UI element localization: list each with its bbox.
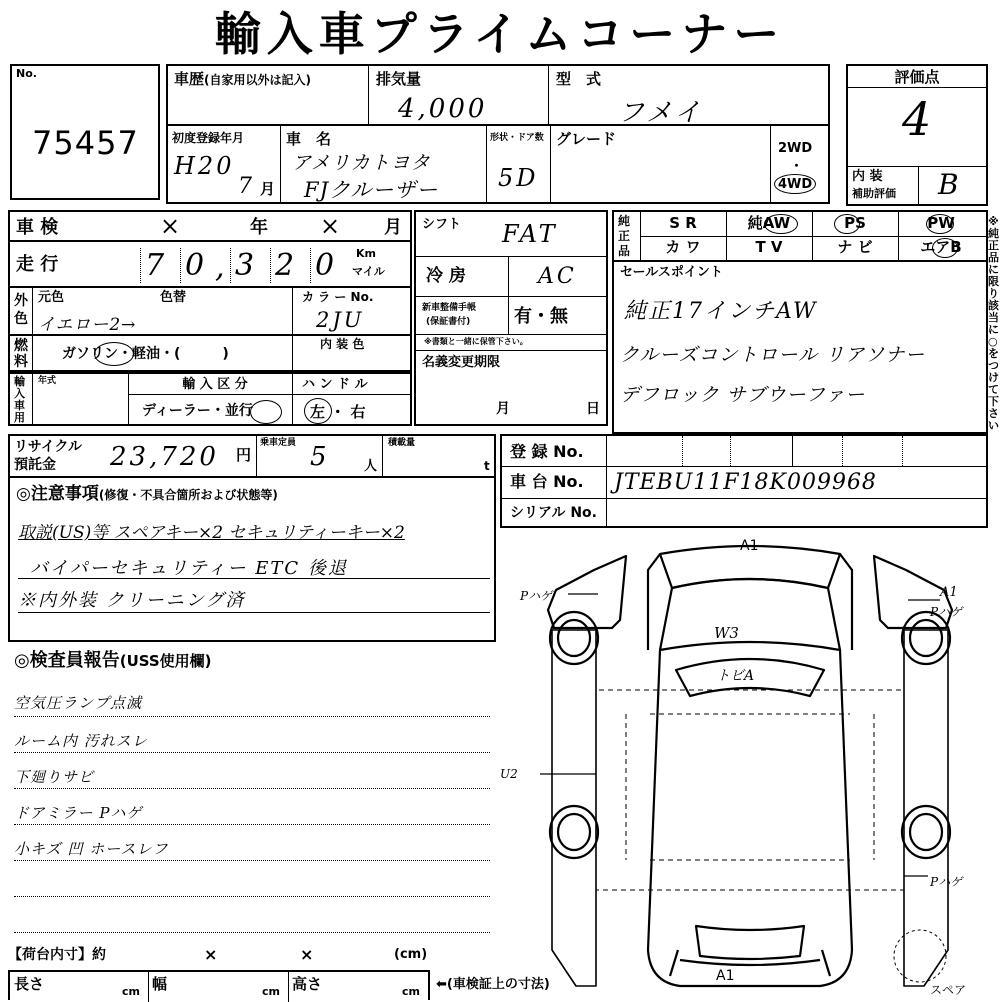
mileage-digit-1: 7 (140, 248, 167, 283)
capacity-value: 5 (310, 442, 330, 472)
length-label: 長さ (14, 975, 45, 993)
stock-number: 75457 (32, 124, 139, 162)
shift-label: シフト (422, 217, 462, 232)
height-label: 高さ (292, 975, 323, 993)
inspection-row (8, 210, 412, 242)
cargo-x1: × (204, 945, 218, 964)
color-no-value: 2JU (316, 308, 365, 332)
interior-label: 内 装 (852, 169, 883, 184)
body-value: 5D (498, 164, 539, 192)
diagram-a1-bottom: A1 (716, 968, 735, 984)
handle-options: 左 ・ 右 (310, 403, 366, 421)
width-cm: cm (262, 985, 280, 998)
diagram-right-p: Pハゲ (930, 605, 963, 619)
equip-navi: ナ ビ (837, 238, 873, 256)
aux-label: 補助評価 (852, 187, 896, 200)
original-color-label: 元色 (38, 290, 65, 305)
mileage-digit-3: 3 (230, 248, 257, 283)
ac-value: AC (538, 264, 577, 289)
mileage-label: 走 行 (16, 254, 59, 275)
page-title: 輸入車プライムコーナー (214, 7, 786, 61)
equip-sr: S R (669, 214, 697, 232)
recycle-label-2: 預託金 (14, 457, 56, 473)
manual-value: 有・無 (514, 306, 568, 327)
caution-label: ◎注意事項(修復・不具合箇所および状態等) (16, 484, 278, 504)
recycle-unit: 円 (236, 446, 252, 464)
caution-box (8, 476, 496, 642)
model-label: 型 式 (556, 70, 602, 88)
score-box (846, 64, 988, 206)
fuel-options: ガソリン・軽油・( ) (62, 346, 229, 362)
mileage-digit-4: 2 (270, 248, 297, 283)
caution-line-2: バイパーセキュリティー ETC 後退 (30, 558, 348, 579)
inspection-month-unit: 月 (384, 217, 402, 238)
cargo-x2: × (300, 945, 314, 964)
model-value: フメイ (618, 98, 704, 128)
chassis-no-value: JTEBU11F18K009968 (614, 470, 877, 495)
name-change-month: 月 (496, 401, 510, 417)
diagram-left-p: Pハゲ (520, 589, 553, 603)
diagram-hood: トビA (716, 668, 755, 684)
import-label: 輸入車用 (14, 375, 25, 424)
cargo-label: 【荷台内寸】約 (8, 947, 106, 963)
chassis-no-label: 車 台 No. (510, 472, 584, 491)
id-table (500, 434, 988, 528)
division-options: ディーラー・並行 (142, 403, 253, 419)
drive-4wd-circle-icon (774, 174, 816, 194)
parallel-circle-icon (250, 400, 282, 424)
equip-leather: カ ワ (665, 238, 701, 256)
report-line-2: ルーム内 汚れスレ (14, 732, 148, 750)
report-line-4: ドアミラー Pハゲ (14, 804, 143, 822)
name-change-label: 名義変更期限 (422, 355, 501, 370)
inspection-year-unit: 年 (250, 217, 268, 238)
inspection-label: 車 検 (16, 217, 59, 238)
recycle-row (8, 434, 496, 478)
capacity-label: 乗車定員 (260, 438, 297, 448)
fuel-row (8, 334, 412, 372)
mileage-unit-mile: マイル (352, 265, 385, 278)
division-label: 輸 入 区 分 (182, 377, 248, 392)
caution-line-3: ※内外装 クリーニング済 (18, 590, 246, 611)
car-name-value: FJクルーザー (304, 178, 439, 202)
inspector-report (8, 646, 496, 940)
exterior-row (8, 286, 412, 336)
sales-line-3: デフロック サブウーファー (620, 384, 866, 406)
diagram-u2: U2 (500, 767, 518, 781)
first-reg-month: 7 (238, 174, 255, 199)
grade-label: グレード (556, 130, 617, 148)
equip-pw: PW (927, 214, 955, 232)
capacity-unit: 人 (364, 459, 378, 474)
cargo-dimensions (8, 970, 430, 1000)
car-name-label: 車 名 (286, 130, 332, 148)
first-reg-label: 初度登録年月 (172, 131, 245, 145)
report-line-5: 小キズ 凹 ホースレフ (14, 840, 169, 858)
equipment-label: 純正品 (618, 214, 631, 258)
recycle-value: 23,720 (110, 442, 219, 472)
height-cm: cm (402, 985, 420, 998)
repaint-label: 色替 (160, 290, 187, 305)
serial-no-label: シリアル No. (510, 505, 597, 521)
stock-number-box (10, 64, 160, 200)
handle-label: ハ ン ド ル (302, 377, 368, 392)
recycle-label-1: リサイクル (14, 439, 83, 455)
diagram-a1-top: A1 (740, 538, 759, 554)
manual-note: ※書類と一緒に保管下さい。 (424, 337, 528, 346)
shift-block (414, 210, 608, 426)
report-label: ◎検査員報告(USS使用欄) (14, 650, 212, 671)
reg-no-label: 登 録 No. (510, 442, 584, 461)
length-cm: cm (122, 985, 140, 998)
registration-row (166, 124, 830, 204)
equip-airbag: エアB (920, 238, 962, 256)
sales-line-2: クルーズコントロール リアソナー (620, 344, 926, 366)
equip-ps: PS (844, 214, 866, 232)
color-no-label: カ ラ ー No. (302, 290, 374, 304)
aw-circle-icon (764, 214, 798, 234)
first-reg-year: H20 (174, 152, 235, 180)
history-label: 車歴(自家用以外は記入) (174, 70, 311, 88)
outer-color-label: 外色 (14, 293, 28, 327)
equip-tv: T V (755, 238, 783, 256)
pw-circle-icon (926, 214, 954, 234)
shift-value: FAT (502, 220, 558, 248)
cargo-unit: (cm) (394, 947, 428, 962)
month-unit: 月 (260, 180, 276, 198)
mileage-digit-5: 0 (310, 248, 337, 283)
report-line-3: 下廻りサビ (14, 768, 95, 786)
diagram-bottom-right-p: Pハゲ (930, 875, 963, 889)
equip-aw: 純AW (747, 214, 791, 232)
name-change-day: 日 (586, 401, 600, 417)
fuel-label: 燃料 (14, 338, 28, 370)
airbag-circle-icon (932, 238, 958, 258)
displacement-label: 排気量 (376, 70, 422, 88)
maker-value: アメリカトヨタ (292, 152, 431, 174)
drive-2wd: 2WD (778, 141, 813, 156)
load-label: 積載量 (388, 438, 416, 448)
ac-label: 冷 房 (426, 266, 466, 286)
gasoline-circle-icon (94, 342, 134, 366)
diagram-w3: W3 (714, 624, 739, 642)
spare-tire-circle (894, 930, 946, 982)
score-value: 4 (902, 92, 935, 146)
drive-dot: ・ (790, 159, 804, 174)
left-circle-icon (304, 398, 332, 424)
diagram-right-a1: A1 (940, 585, 958, 600)
equipment-table (612, 210, 988, 262)
import-row (8, 372, 412, 426)
load-unit: t (484, 459, 490, 473)
sales-label: セールスポイント (620, 265, 723, 280)
width-label: 幅 (152, 975, 168, 993)
cargo-note: ⬅(車検証上の寸法) (436, 977, 550, 992)
sales-line-1: 純正17インチAW (624, 299, 818, 324)
equipment-side-note: ※純正品に限り該当に○をつけて下さい (988, 216, 999, 432)
mileage-comma: , (215, 250, 228, 285)
interior-color-label: 内 装 色 (320, 337, 365, 351)
report-line-1: 空気圧ランプ点滅 (14, 694, 143, 712)
manual-sub: (保証書付) (426, 317, 471, 327)
caution-line-1: 取説(US)等 スペアキー×2 セキュリティーキー×2 (18, 523, 405, 543)
interior-score: B (938, 168, 962, 201)
mileage-row (8, 240, 412, 288)
inspection-year-value: × (160, 212, 184, 240)
manual-label: 新車整備手帳 (422, 303, 477, 313)
no-label: No. (16, 67, 37, 80)
car-damage-diagram (500, 530, 1000, 1000)
mileage-unit-km: Km (356, 247, 376, 260)
sales-points (612, 260, 988, 434)
mileage-digit-2: 0 (180, 248, 207, 283)
diagram-spare: スペア (930, 983, 967, 997)
drive-4wd: 4WD (778, 177, 813, 192)
score-label: 評価点 (848, 66, 986, 88)
original-color-value: イエロー2→ (38, 315, 137, 335)
year-label: 年式 (38, 376, 57, 386)
body-label: 形状・ドア数 (490, 133, 544, 143)
displacement-value: 4,000 (398, 94, 488, 124)
inspection-month-value: × (320, 212, 344, 240)
history-row (166, 64, 830, 126)
ps-circle-icon (834, 214, 860, 234)
